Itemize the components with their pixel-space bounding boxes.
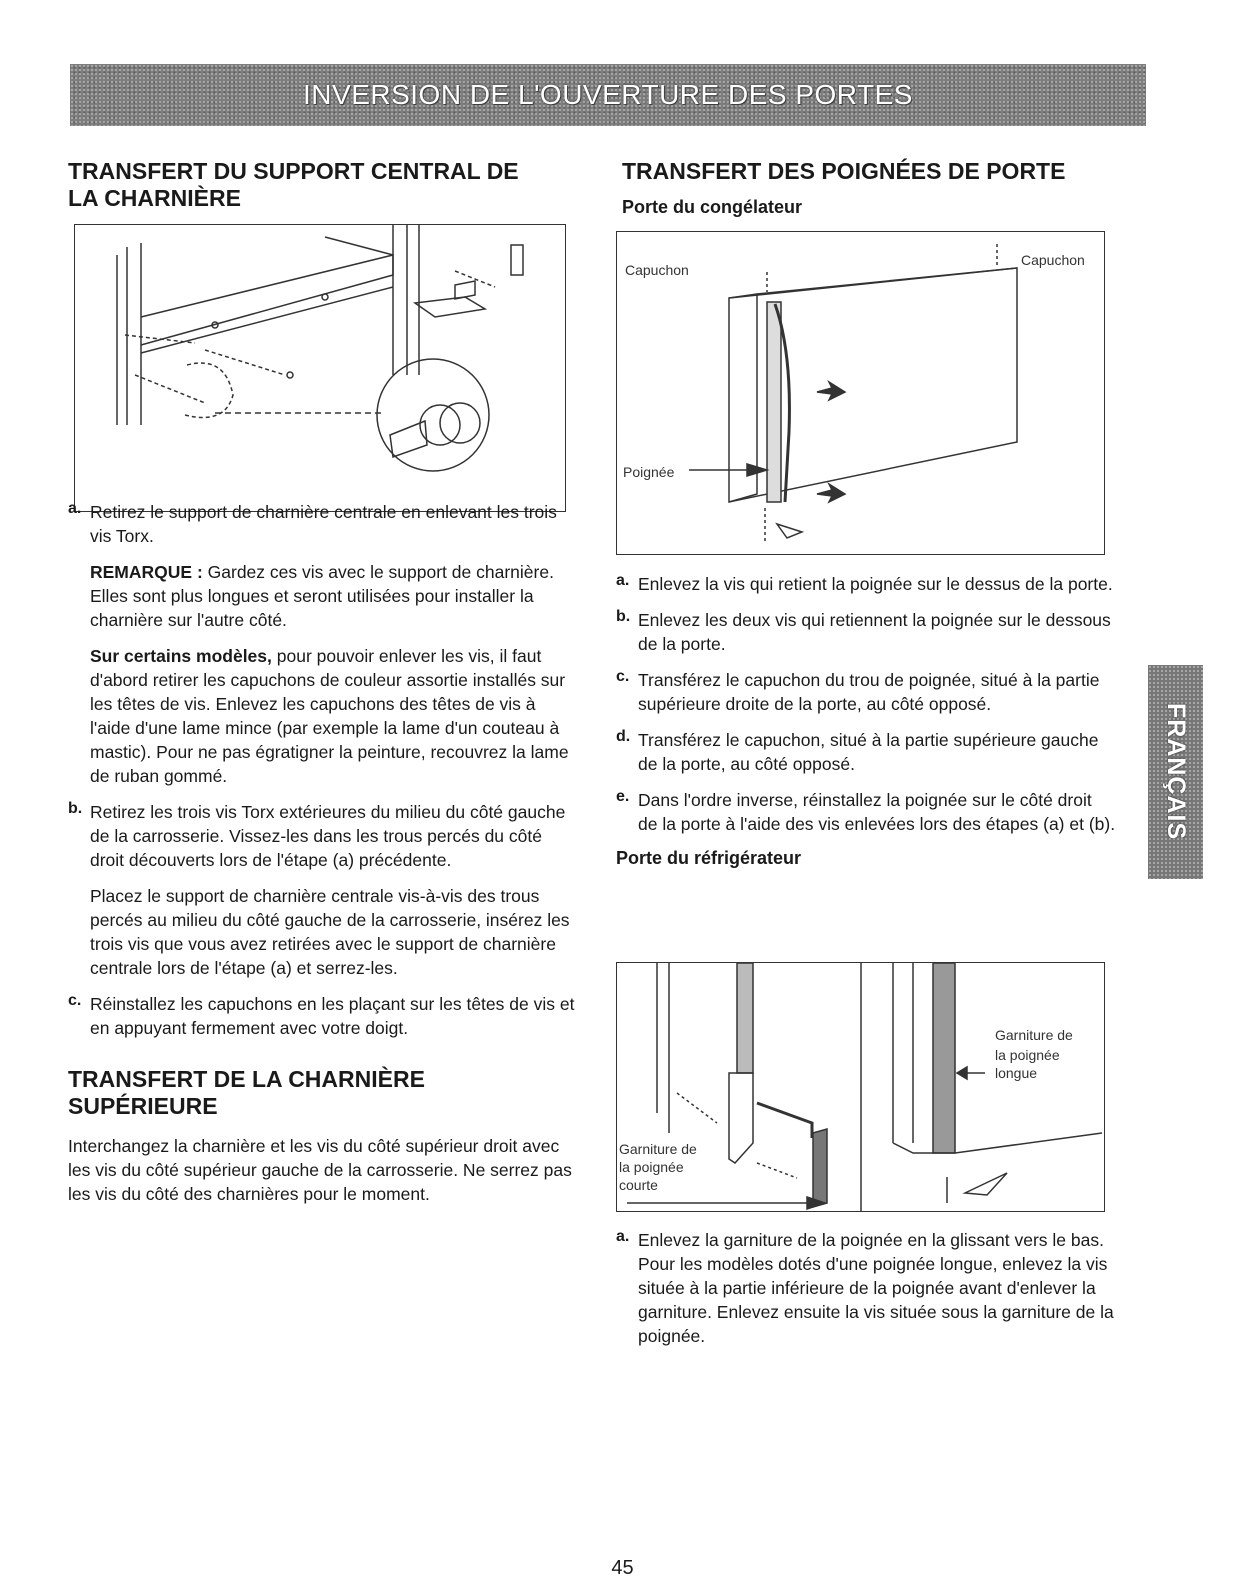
title-line: TRANSFERT DE LA CHARNIÈRE xyxy=(68,1066,425,1092)
section-title-center-hinge xyxy=(68,158,588,212)
step-text: Enlevez la vis qui retient la poignée sur le dessus de la porte. xyxy=(638,574,1113,594)
step-label: a. xyxy=(616,572,630,589)
fig-label-short-1: Garniture de xyxy=(619,1141,697,1157)
right-column xyxy=(622,158,1137,218)
step-b xyxy=(68,800,578,872)
fig-label-short-2: la poignée xyxy=(619,1159,684,1175)
fridge-step-a xyxy=(616,1228,1126,1348)
some-models-text: pour pouvoir enlever les vis, il faut d'abord retirer les capuchons de couleur assortie installés sur les têtes de vis. Enlevez les capuchons des têtes de vis à l'aide d'une lame mince (par exemple la lame d'un couteau à mastic). Pour ne pas égratigner la peinture, recouvrez la lame de ruban gommé. xyxy=(90,646,569,786)
step-text: Réinstallez les capuchons en les plaçant sur les têtes de vis et en appuyant fermement avec votre doigt. xyxy=(90,994,575,1038)
freezer-step-e xyxy=(616,788,1116,836)
step-label: c. xyxy=(68,992,82,1009)
left-column xyxy=(68,158,588,212)
fridge-door-illustration xyxy=(617,963,1104,1211)
some-models-label: Sur certains modèles, xyxy=(90,646,272,666)
left-steps xyxy=(68,500,578,1206)
step-label: a. xyxy=(616,1228,630,1245)
some-models-paragraph xyxy=(68,644,578,788)
step-text: Retirez le support de charnière centrale en enlevant les trois vis Torx. xyxy=(90,502,557,546)
fridge-subtitle: Porte du réfrigérateur xyxy=(616,848,802,868)
title-line: TRANSFERT DU SUPPORT CENTRAL DE xyxy=(68,158,519,184)
top-hinge-text: Interchangez la charnière et les vis du côté supérieur droit avec les vis du côté supérieur gauche de la carrosserie. Ne serrez pas les vis du côté des charnières pour le moment. xyxy=(68,1136,572,1204)
step-label: b. xyxy=(68,800,83,817)
fig-label-long-1: Garniture de xyxy=(995,1027,1073,1043)
banner-title: INVERSION DE L'OUVERTURE DES PORTES xyxy=(303,79,913,110)
fridge-steps xyxy=(616,1228,1126,1360)
freezer-subtitle: Porte du congélateur xyxy=(622,197,803,217)
language-tab-label: FRANÇAIS xyxy=(1162,703,1190,841)
figure-fridge-door xyxy=(616,962,1105,1212)
step-text: Transférez le capuchon, situé à la partie supérieure gauche de la porte, au côté opposé. xyxy=(638,730,1099,774)
freezer-door-illustration xyxy=(617,232,1104,554)
step-text: Enlevez les deux vis qui retiennent la poignée sur le dessous de la porte. xyxy=(638,610,1111,654)
figure-center-hinge xyxy=(74,224,566,512)
step-text: Dans l'ordre inverse, réinstallez la poignée sur le côté droit de la porte à l'aide des vis enlevées lors des étapes (a) et (b). xyxy=(638,790,1116,834)
step-text: Transférez le capuchon du trou de poignée, situé à la partie supérieure droite de la porte, au côté opposé. xyxy=(638,670,1100,714)
step-label: c. xyxy=(616,668,630,685)
title-line: SUPÉRIEURE xyxy=(68,1093,218,1119)
freezer-step-c xyxy=(616,668,1116,716)
title-line: LA CHARNIÈRE xyxy=(68,185,241,211)
fig-label-long-2: la poignée xyxy=(995,1047,1060,1063)
section-title-top-hinge xyxy=(68,1066,578,1120)
note-label: REMARQUE : xyxy=(90,562,203,582)
section-title-handles: TRANSFERT DES POIGNÉES DE PORTE xyxy=(622,158,1066,184)
figure-freezer-door xyxy=(616,231,1105,555)
note-paragraph xyxy=(68,560,578,632)
freezer-step-b xyxy=(616,608,1116,656)
freezer-step-a xyxy=(616,572,1116,596)
freezer-step-d xyxy=(616,728,1116,776)
fig-label-long-3: longue xyxy=(995,1065,1038,1081)
step-c xyxy=(68,992,578,1040)
freezer-steps xyxy=(616,572,1116,869)
step-label: b. xyxy=(616,608,631,625)
fig-label-capuchon-left: Capuchon xyxy=(625,262,689,278)
page-banner xyxy=(70,64,1146,126)
fig-label-poignee: Poignée xyxy=(623,464,675,480)
step-a xyxy=(68,500,578,548)
note-text: Gardez ces vis avec le support de charnière. Elles sont plus longues et seront utilisées pour installer la charnière sur l'autre côté. xyxy=(90,562,554,630)
center-hinge-illustration xyxy=(75,225,565,511)
step-label: e. xyxy=(616,788,630,805)
page-number: 45 xyxy=(611,1557,634,1579)
step-text: Retirez les trois vis Torx extérieures du milieu du côté gauche de la carrosserie. Vissez-les dans les trous percés du côté droit découverts lors de l'étape (a) précédente. xyxy=(90,802,566,870)
fig-label-capuchon-right: Capuchon xyxy=(1021,252,1085,268)
step-b-continuation: Placez le support de charnière centrale vis-à-vis des trous percés au milieu du côté gauche de la carrosserie, insérez les trois vis que vous avez retirées avec le support de charnière centrale lors de l'étape (a) et serrez-les. xyxy=(90,886,570,978)
fig-label-short-3: courte xyxy=(619,1177,658,1193)
language-tab xyxy=(1148,665,1203,879)
step-label: a. xyxy=(68,500,82,517)
step-text: Enlevez la garniture de la poignée en la glissant vers le bas. Pour les modèles dotés d'une poignée longue, enlevez la vis située à la partie inférieure de la poignée avant d'enlever la garniture. Enlevez ensuite la vis située sous la garniture de la poignée. xyxy=(638,1230,1114,1346)
step-label: d. xyxy=(616,728,631,745)
